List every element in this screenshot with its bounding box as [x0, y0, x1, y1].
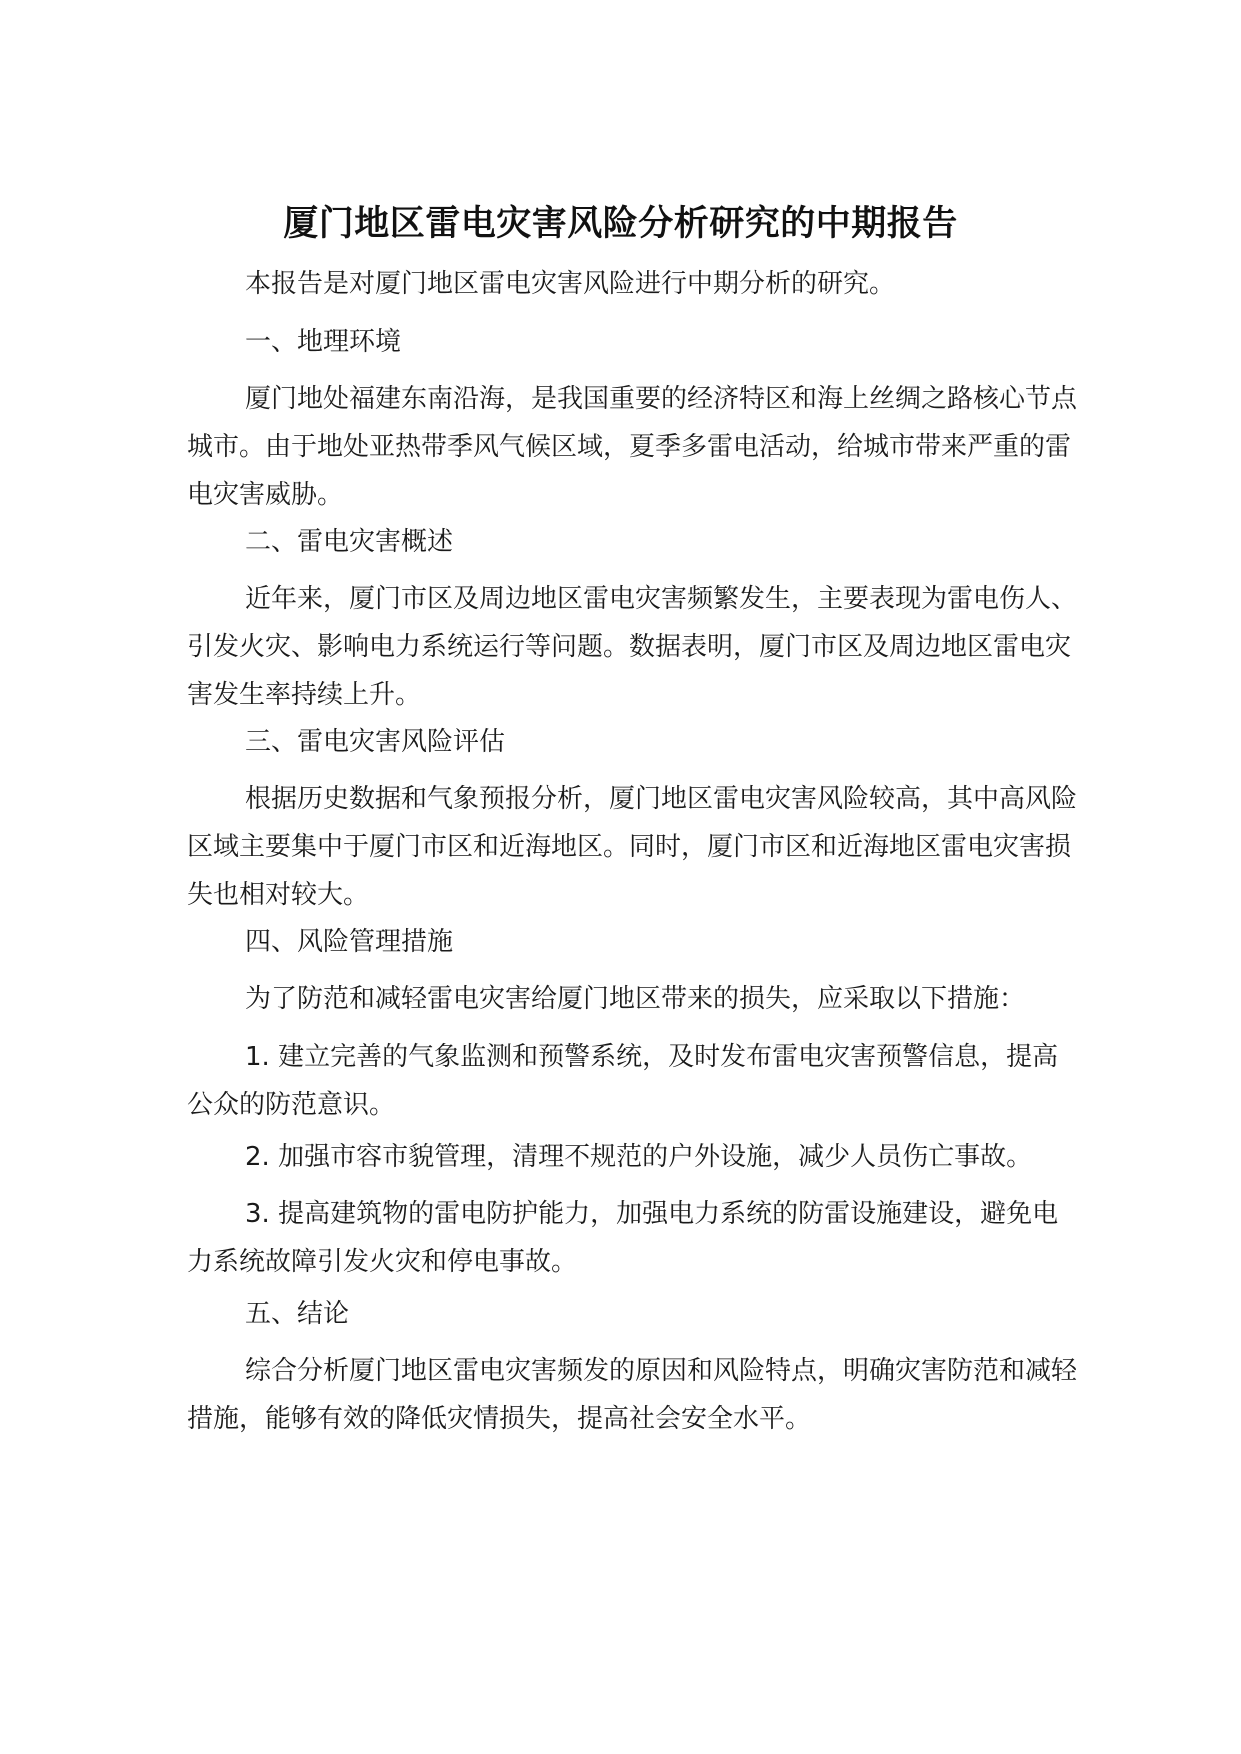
section-paragraph: 为了防范和减轻雷电灾害给厦门地区带来的损失，应采取以下措施： [245, 984, 1026, 1014]
document-title: 厦门地区雷电灾害风险分析研究的中期报告 [283, 204, 958, 245]
section-heading-geography: 一、地理环境 [245, 327, 402, 357]
section-heading-conclusion: 五、结论 [245, 1299, 350, 1329]
section-paragraph: 厦门地处福建东南沿海，是我国重要的经济特区和海上丝绸之路核心节点城市。由于地处亚热带季风气候区域，夏季多雷电活动，给城市带来严重的雷电灾害威胁。 [187, 384, 1078, 510]
intro-paragraph: 本报告是对厦门地区雷电灾害风险进行中期分析的研究。 [245, 269, 896, 299]
section-paragraph: 综合分析厦门地区雷电灾害频发的原因和风险特点，明确灾害防范和减轻措施，能够有效的降低灾情损失，提高社会安全水平。 [187, 1356, 1078, 1434]
section-paragraph: 近年来，厦门市区及周边地区雷电灾害频繁发生，主要表现为雷电伤人、引发火灾、影响电力系统运行等问题。数据表明，厦门市区及周边地区雷电灾害发生率持续上升。 [187, 584, 1078, 710]
section-heading-overview: 二、雷电灾害概述 [245, 527, 454, 557]
measure-item: 1. 建立完善的气象监测和预警系统，及时发布雷电灾害预警信息，提高公众的防范意识。 [187, 1042, 1059, 1120]
measure-item: 2. 加强市容市貌管理，清理不规范的户外设施，减少人员伤亡事故。 [245, 1142, 1033, 1172]
section-paragraph: 根据历史数据和气象预报分析，厦门地区雷电灾害风险较高，其中高风险区域主要集中于厦门市区和近海地区。同时，厦门市区和近海地区雷电灾害损失也相对较大。 [187, 784, 1078, 910]
measure-item: 3. 提高建筑物的雷电防护能力，加强电力系统的防雷设施建设，避免电力系统故障引发火灾和停电事故。 [187, 1199, 1059, 1277]
section-heading-risk-management: 四、风险管理措施 [245, 927, 454, 957]
section-heading-risk-assessment: 三、雷电灾害风险评估 [245, 727, 506, 757]
